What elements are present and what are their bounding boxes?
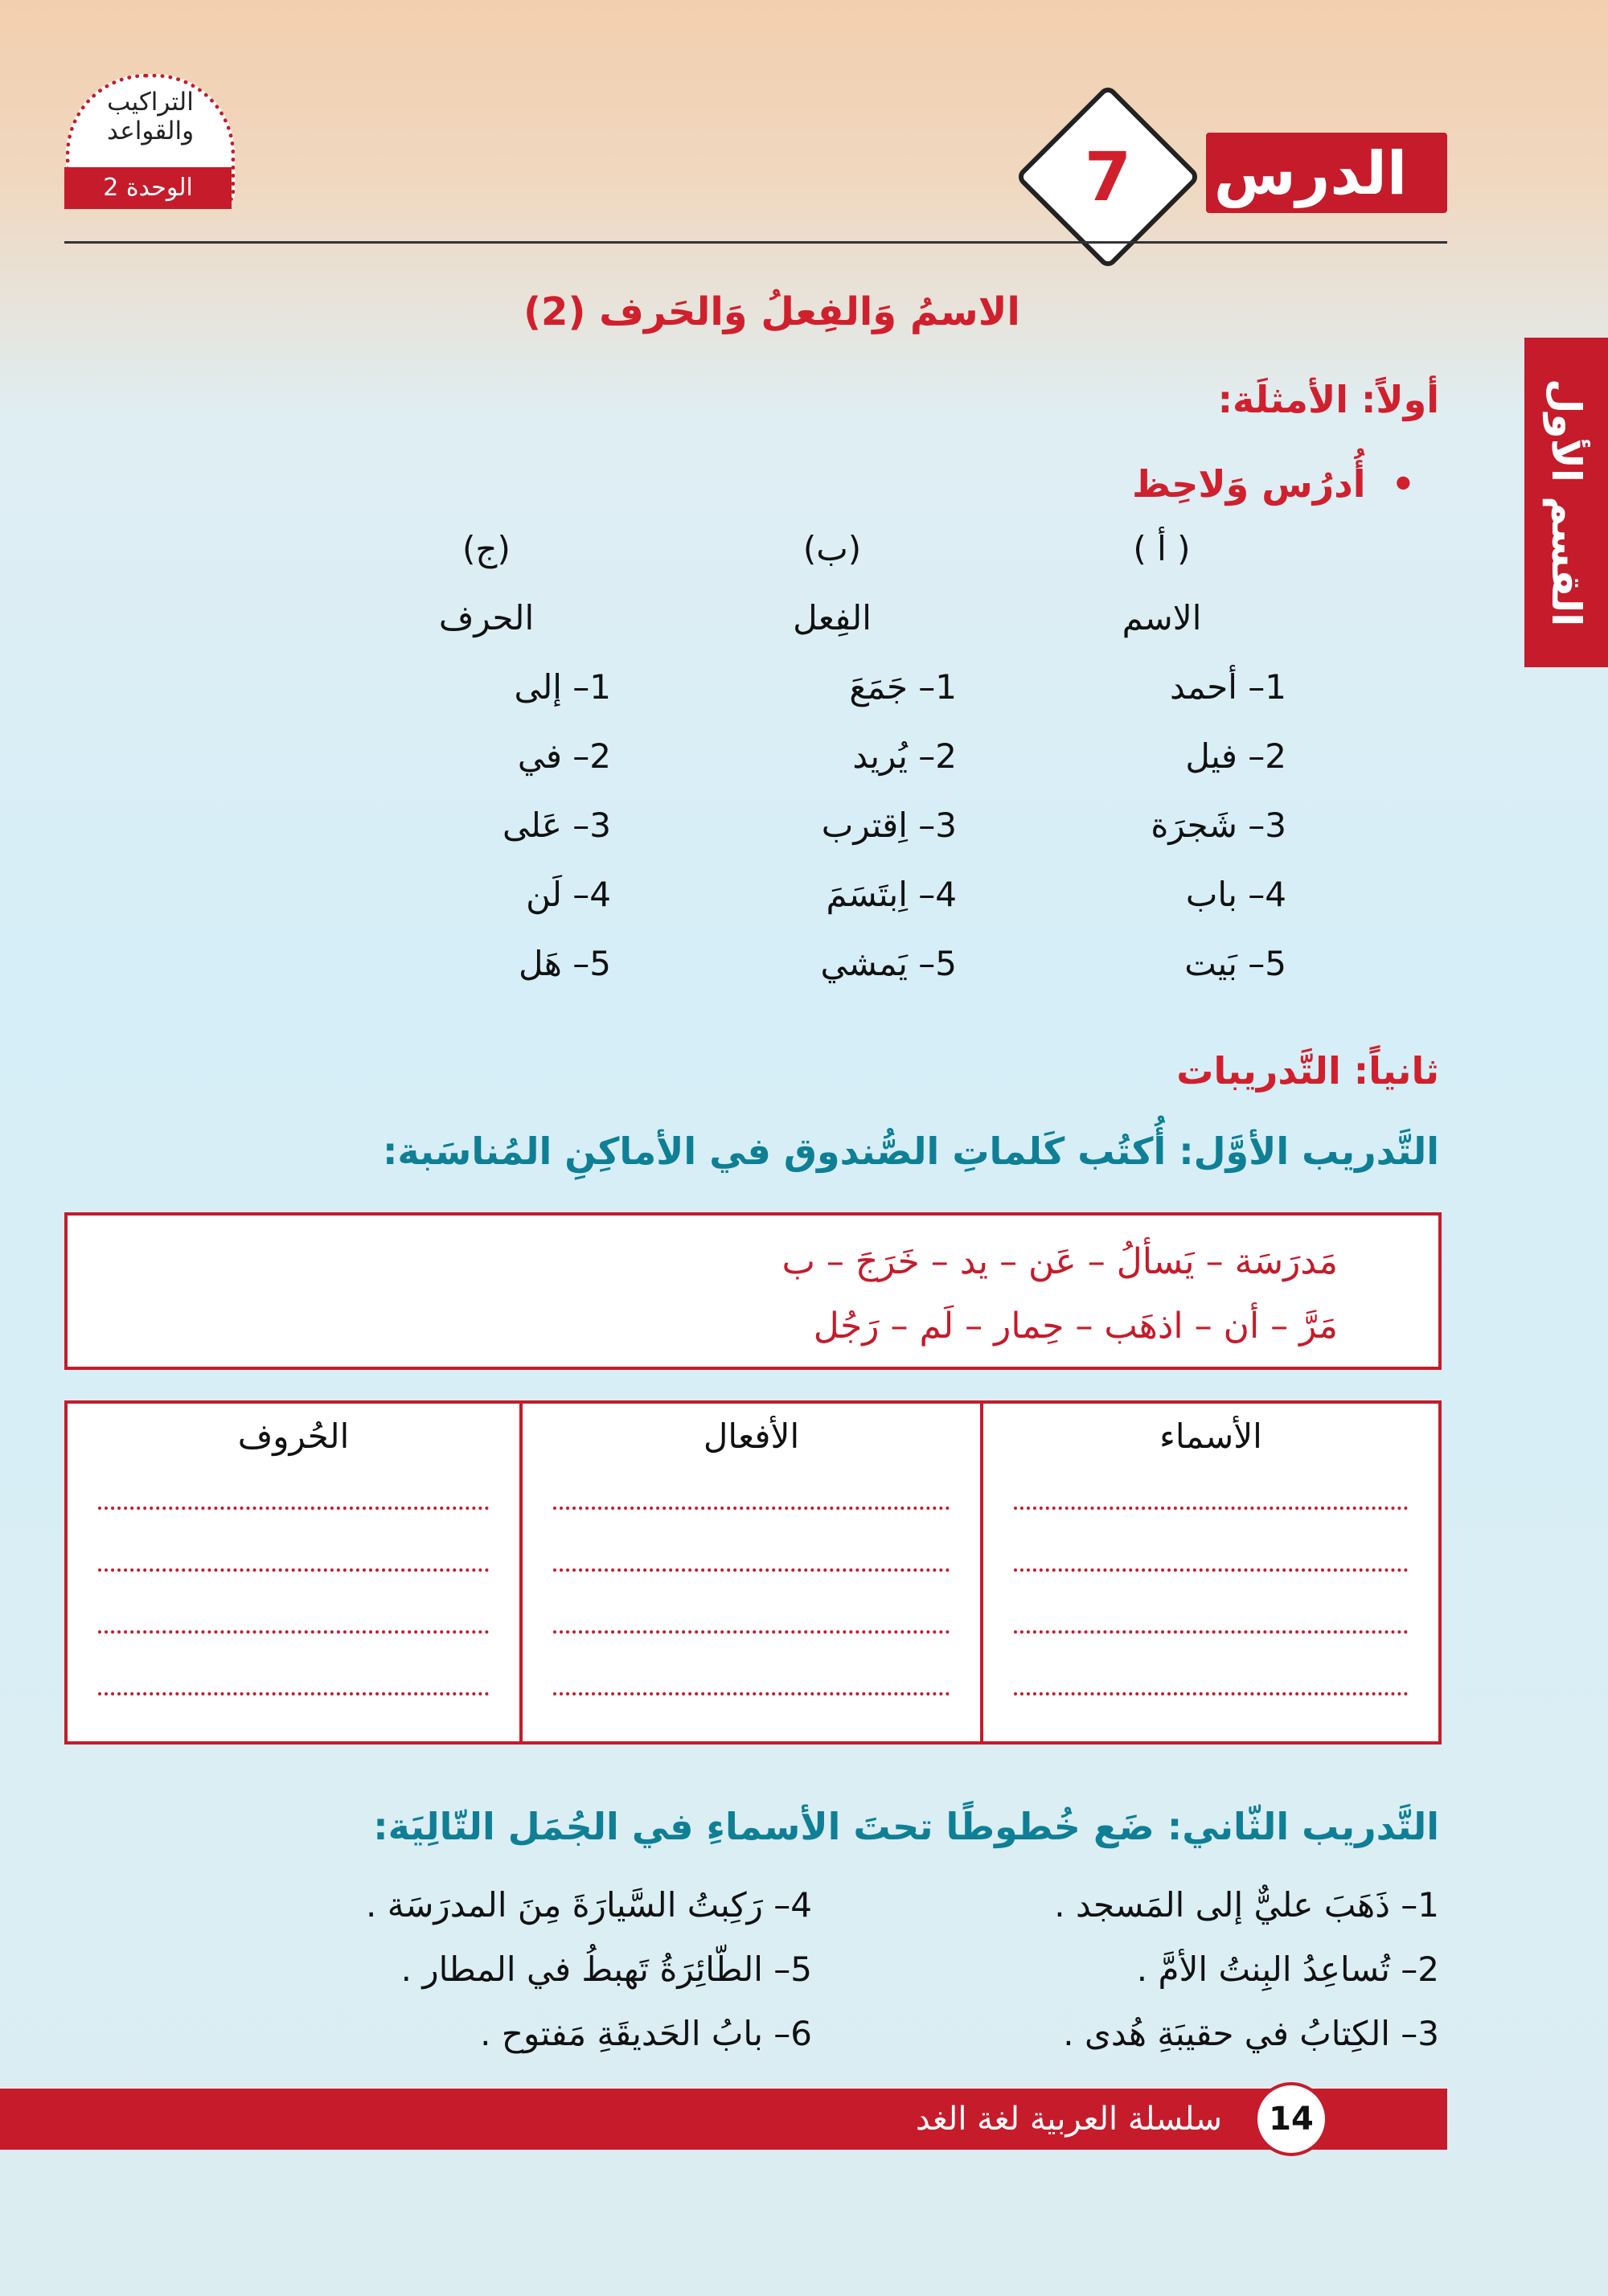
answer-column-nouns bbox=[980, 1404, 1438, 1741]
column-header: الأسماء bbox=[1159, 1417, 1262, 1456]
column-a bbox=[1037, 515, 1286, 998]
answer-column-verbs bbox=[519, 1404, 980, 1741]
answer-line[interactable] bbox=[1014, 1507, 1408, 1510]
exercise1-title: التَّدريب الأوَّل: أُكتُب كَلماتِ الصُّندوق في الأماكِنِ المُناسَبة: bbox=[383, 1130, 1439, 1173]
lesson-title: الدرس bbox=[1213, 139, 1408, 208]
list-item: 2– فيل bbox=[1185, 736, 1286, 776]
word-box bbox=[64, 1212, 1442, 1370]
answer-line[interactable] bbox=[553, 1630, 950, 1634]
answer-table bbox=[64, 1400, 1442, 1745]
badge-line2: والقواعد bbox=[106, 117, 195, 146]
answer-line[interactable] bbox=[1014, 1568, 1408, 1572]
answer-column-letters bbox=[68, 1404, 519, 1741]
list-item: 5– بَيت bbox=[1184, 944, 1286, 983]
series-name: سلسلة العربية لغة الغد bbox=[915, 2101, 1222, 2138]
page-title: الاسمُ وَالفِعلُ وَالحَرف (2) bbox=[523, 289, 1020, 334]
list-item: 4– اِبتَسَمَ bbox=[826, 875, 957, 914]
column-letter: (ج) bbox=[462, 529, 511, 568]
list-item: 2– يُريد bbox=[852, 736, 957, 776]
sentence: 4– رَكِبتُ السَّيارَةَ مِنَ المدرَسَة . bbox=[366, 1885, 812, 1925]
study-bullet bbox=[965, 462, 1415, 506]
lesson-number: 7 bbox=[1084, 137, 1132, 216]
column-header: الأفعال bbox=[703, 1417, 800, 1456]
answer-line[interactable] bbox=[1014, 1692, 1408, 1695]
answer-line[interactable] bbox=[553, 1507, 950, 1510]
sentence: 3– الكِتابُ في حقيبَةِ هُدى . bbox=[1063, 2014, 1439, 2053]
sentence: 6– بابُ الحَديقَةِ مَفتوح . bbox=[480, 2014, 812, 2053]
sentence: 1– ذَهَبَ عليٌّ إلى المَسجد . bbox=[1054, 1885, 1439, 1925]
bullet-text: أُدرُس وَلاحِظ bbox=[1131, 462, 1366, 506]
column-head: الحرف bbox=[438, 598, 535, 638]
column-letter: (ب) bbox=[802, 529, 862, 568]
list-item: 2– في bbox=[517, 736, 611, 776]
list-item: 4– باب bbox=[1185, 875, 1286, 914]
header-divider bbox=[64, 241, 1447, 244]
footer-bar bbox=[0, 2089, 1447, 2150]
list-item: 1– أحمد bbox=[1169, 667, 1286, 707]
column-header: الحُروف bbox=[237, 1417, 350, 1456]
badge-line1: التراكيب bbox=[107, 88, 194, 117]
answer-line[interactable] bbox=[98, 1507, 489, 1510]
list-item: 3– اِقترب bbox=[821, 806, 957, 845]
word-row-2: مَرَّ – أن – اذهَب – حِمار – لَم – رَجُل bbox=[813, 1306, 1338, 1347]
list-item: 5– يَمشي bbox=[820, 944, 957, 983]
sentence: 5– الطّائِرَةُ تَهبطُ في المطار . bbox=[400, 1950, 812, 1989]
list-item: 3– عَلى bbox=[502, 806, 611, 845]
answer-line[interactable] bbox=[98, 1630, 489, 1634]
list-item: 3– شَجرَة bbox=[1151, 806, 1286, 845]
column-c bbox=[362, 515, 611, 998]
section2-heading: ثانياً: التَّدريبات bbox=[1176, 1049, 1439, 1093]
column-head: الاسم bbox=[1122, 598, 1202, 638]
list-item: 1– جَمَعَ bbox=[849, 667, 957, 707]
page-number: 14 bbox=[1254, 2082, 1328, 2156]
sentence: 2– تُساعِدُ البِنتُ الأمَّ . bbox=[1136, 1950, 1439, 1989]
answer-line[interactable] bbox=[1014, 1630, 1408, 1634]
section1-heading: أولاً: الأمثلَة: bbox=[1217, 378, 1439, 421]
list-item: 1– إلى bbox=[514, 667, 611, 707]
answer-line[interactable] bbox=[98, 1692, 489, 1695]
side-tab-label: القسم الأول bbox=[1543, 378, 1590, 627]
exercise2-title: التَّدريب الثّاني: ضَع خُطوطًا تحتَ الأسماءِ في الجُمَل التّالِيَة: bbox=[373, 1805, 1439, 1848]
list-item: 4– لَن bbox=[526, 875, 611, 914]
list-item: 5– هَل bbox=[518, 944, 611, 983]
answer-line[interactable] bbox=[553, 1692, 950, 1695]
column-letter: ( أ ) bbox=[1133, 529, 1191, 568]
word-row-1: مَدرَسَة – يَسألُ – عَن – يد – خَرَجَ – ب bbox=[781, 1241, 1338, 1282]
answer-line[interactable] bbox=[98, 1568, 489, 1572]
column-head: الفِعل bbox=[793, 598, 872, 638]
answer-line[interactable] bbox=[553, 1568, 950, 1572]
unit-label: الوحدة 2 bbox=[64, 167, 232, 209]
bullet-dot: • bbox=[1365, 462, 1415, 506]
column-b bbox=[708, 515, 957, 998]
